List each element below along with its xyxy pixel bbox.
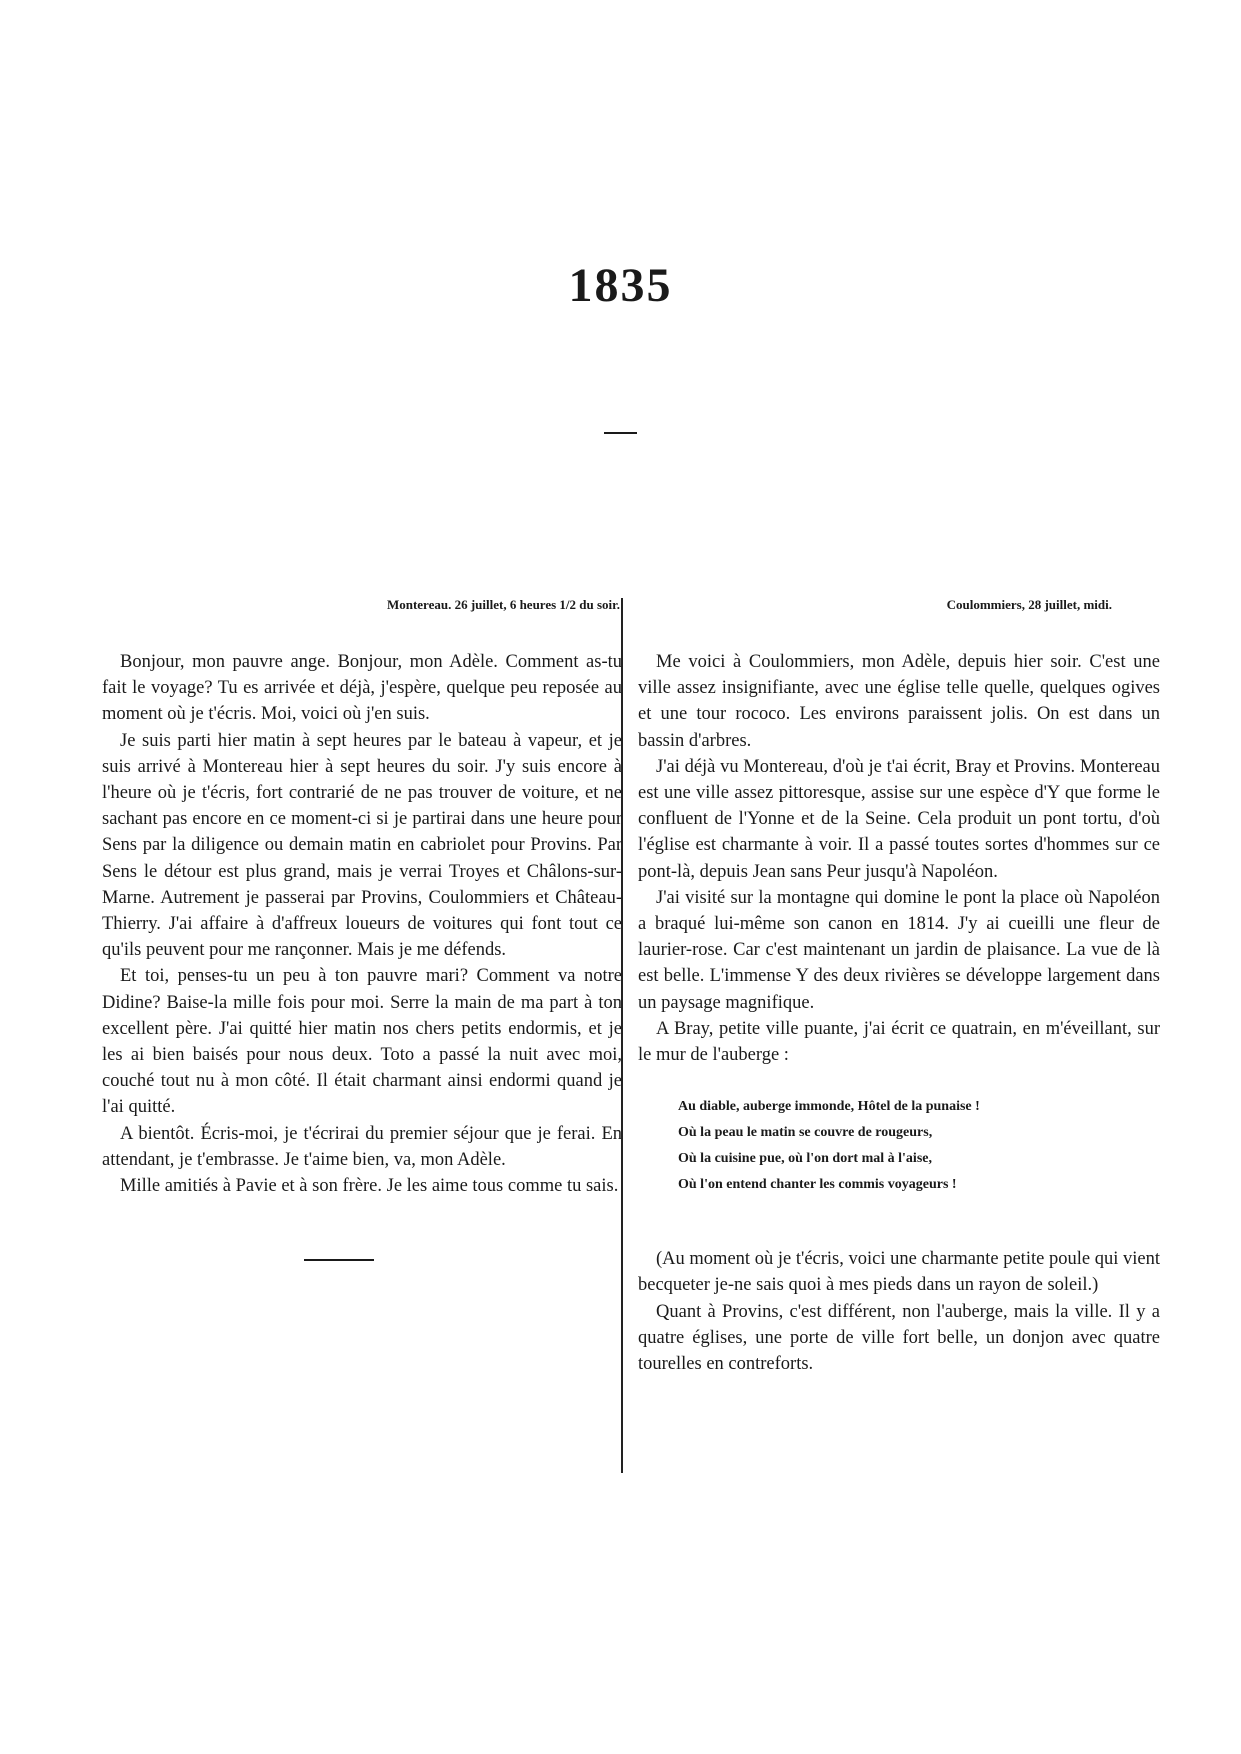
dateline-montereau: Montereau. 26 juillet, 6 heures 1/2 du soir.: [386, 597, 620, 612]
title-rule: [604, 432, 637, 434]
poem-line: Où la peau le matin se couvre de rougeurs,: [678, 1125, 933, 1141]
letter-paragraph: J'ai visité sur la montagne qui domine le pont la place où Napoléon a braqué lui-même son canon en 1814. J'y ai cueilli une fleur de laurier-rose. Car c'est maintenant un jardin de plaisance. La vue de là est belle. L'immense Y des deux rivières se développe largement dans un paysage magnifique.: [638, 887, 1160, 1013]
letter-paragraph: (Au moment où je t'écris, voici une charmante petite poule qui vient becqueter je-ne sais quoi à mes pieds dans un rayon de soleil.): [638, 1249, 1160, 1296]
letter-paragraph: J'ai déjà vu Montereau, d'où je t'ai écrit, Bray et Provins. Montereau est une ville assez pittoresque, assise sur une espèce d'Y que forme le confluent de l'Yonne et de la Seine. Cela produit un pont tortu, d'où l'église est charmante à voir. Il a passé toutes sortes d'hommes sur ce pont-là, depuis Jean sans Peur jusqu'à Napoléon.: [638, 756, 1160, 882]
poem-line: Au diable, auberge immonde, Hôtel de la punaise !: [678, 1099, 980, 1115]
poem-line: Où la cuisine pue, où l'on dort mal à l'aise,: [678, 1151, 932, 1167]
letter-right-column: [638, 596, 1160, 1377]
poem-line: Où l'on entend chanter les commis voyageurs !: [678, 1177, 957, 1193]
letter-paragraph: Bonjour, mon pauvre ange. Bonjour, mon Adèle. Comment as-tu fait le voyage? Tu es arrivée et déjà, j'espère, quelque peu reposée au moment où je t'écris. Moi, voici où j'en suis.: [102, 652, 622, 725]
dateline-coulommiers: Coulommiers, 28 juillet, midi.: [946, 597, 1112, 612]
letter-end-rule: [304, 1259, 374, 1261]
letter-paragraph: Quant à Provins, c'est différent, non l'auberge, mais la ville. Il y a quatre églises, une porte de ville fort belle, un donjon avec quatre tourelles en contreforts.: [638, 1301, 1160, 1375]
letter-paragraph: Me voici à Coulommiers, mon Adèle, depuis hier soir. C'est une ville assez insignifiante, avec une église telle quelle, quelques ogives et une tour rococo. Les environs paraissent jolis. On est dans un bassin d'arbres.: [638, 652, 1160, 751]
letter-left-column: [102, 596, 622, 1261]
letter-paragraph: Mille amitiés à Pavie et à son frère. Je les aime tous comme tu sais.: [120, 1176, 619, 1197]
letter-paragraph: A Bray, petite ville puante, j'ai écrit ce quatrain, en m'éveillant, sur le mur de l'auberge :: [638, 1018, 1160, 1066]
letter-paragraph: Et toi, penses-tu un peu à ton pauvre mari? Comment va notre Didine? Baise-la mille fois pour moi. Serre la main de ma part à ton excellent père. J'ai quitté hier matin nos chers petits endormis, et je les ai bien baisés pour nous deux. Toto a passé la nuit avec moi, couché tout nu à mon côté. Il était charmant ainsi endormi quand je l'ai quitté.: [102, 966, 622, 1118]
letter-paragraph: A bientôt. Écris-moi, je t'écrirai du premier séjour que je ferai. En attendant, je t'embrasse. Je t'aime bien, va, mon Adèle.: [102, 1123, 622, 1170]
letter-paragraph: Je suis parti hier matin à sept heures par le bateau à vapeur, et je suis arrivé à Montereau hier à sept heures du soir. J'y suis encore à l'heure où je t'écris, fort contrarié de ne pas trouver de voiture, et ne sachant pas encore en ce moment-ci si je partirai dans une heure pour Sens par la diligence ou demain matin en cabriolet pour Provins. Par Sens le détour est plus grand, mais je verrai Troyes et Châlons-sur-Marne. Autrement je passerai par Provins, Coulommiers et Château-Thierry. J'ai affaire à d'affreux loueurs de voitures qui font tout ce qu'ils peuvent pour me rançonner. Mais je me défends.: [102, 730, 622, 961]
quatrain: [678, 1094, 1160, 1198]
year-heading: 1835: [568, 259, 673, 312]
